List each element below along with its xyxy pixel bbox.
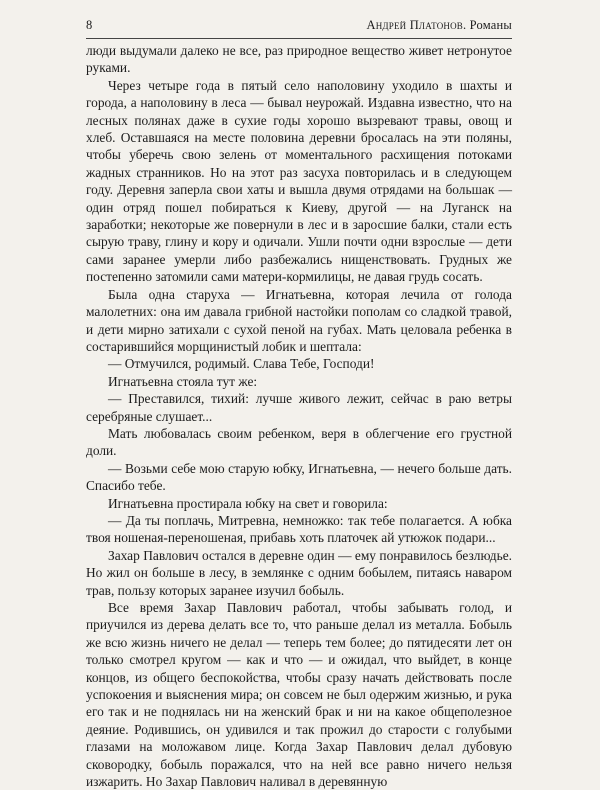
paragraph: Игнатьевна простирала юбку на свет и говорила: — [108, 495, 388, 511]
text-body — [86, 42, 512, 790]
dialogue-line: — Возьми себе мою старую юбку, Игнатьевна, — нечего больше дать. Спасибо тебе. — [86, 460, 512, 494]
paragraph: Была одна старуха — Игнатьевна, которая лечила от голода малолетних: она им давала грибной настойки пополам со сладкой травой, и дети мирно затихали с сухой пеной на губах. Мать целовала ребенка в состарившийся морщинистый лобик и шептала: — [86, 286, 512, 354]
running-head — [367, 18, 513, 33]
paragraph: Через четыре года в пятый село наполовину уходило в шахты и города, а наполовину в леса — бывал неурожай. Издавна известно, что на лесных полянах даже в сухие годы хорошо вызревают травы, овощ и хлеб. Оставшаяся на месте половина деревни бросалась на эти поляны, чтобы уберечь свою зелень от моментального расхищения потоками жадных странников. Но на этот раз засуха повторилась и в следующем году. Деревня заперла свои хаты и вышла двумя отрядами на большак — один отряд пошел побираться к Киеву, другой — на Луганск на заработки; некоторые же повернули в лес и в заросшие балки, стали есть сырую траву, глину и кору и одичали. Ушли почти одни взрослые — дети сами заранее умерли либо разбежались нищенствовать. Грудных же постепенно затомили сами матери-кормилицы, не давая грудь сосать. — [86, 77, 512, 285]
paragraph: Захар Павлович остался в деревне один — ему понравилось безлюдье. Но жил он больше в лесу, в землянке с одним бобылем, питаясь наваром трав, пользу которых заранее изучил бобыль. — [86, 547, 512, 598]
paragraph: Все время Захар Павлович работал, чтобы забывать голод, и приучился из дерева делать все то, что раньше делал из металла. Бобыль же всю жизнь ничего не делал — теперь тем более; до пятидесяти лет он только смотрел кругом — как и что — и ожидал, что выйдет, в конце концов, из общего беспокойства, чтобы сразу начать действовать после успокоения и выяснения мира; он совсем не был одержим жизнью, и рука его так и не поднялась ни на женский брак и ни на какое общеполезное деяние. Родившись, он удивился и так прожил до старости с голубыми глазами на моложавом лице. Когда Захар Павлович делал дубовую сковородку, бобыль поражался, что на ней все равно ничего нельзя изжарить. Но Захар Павлович наливал в деревянную — [86, 600, 512, 790]
paragraph: Мать любовалась своим ребенком, веря в облегчение его грустной доли. — [86, 425, 512, 459]
page-number: 8 — [86, 18, 93, 32]
dialogue-line: — Да ты поплачь, Митревна, немножко: так тебе полагается. А юбка твоя ношеная-переношеная, прибавь хоть платочек ай утюжок подари... — [86, 512, 512, 546]
dialogue-line: — Отмучился, родимый. Слава Тебе, Господи! — [108, 356, 375, 372]
paragraph: люди выдумали далеко не все, раз природное вещество живет нетронутое руками. — [86, 43, 512, 76]
paragraph: Игнатьевна стояла тут же: — [108, 373, 258, 389]
author-name: Андрей Платонов. — [366, 18, 467, 32]
page-header — [86, 16, 512, 39]
dialogue-line: — Преставился, тихий: лучше живого лежит, сейчас в раю ветры серебряные слушает... — [86, 391, 512, 424]
book-title: Романы — [469, 18, 512, 32]
